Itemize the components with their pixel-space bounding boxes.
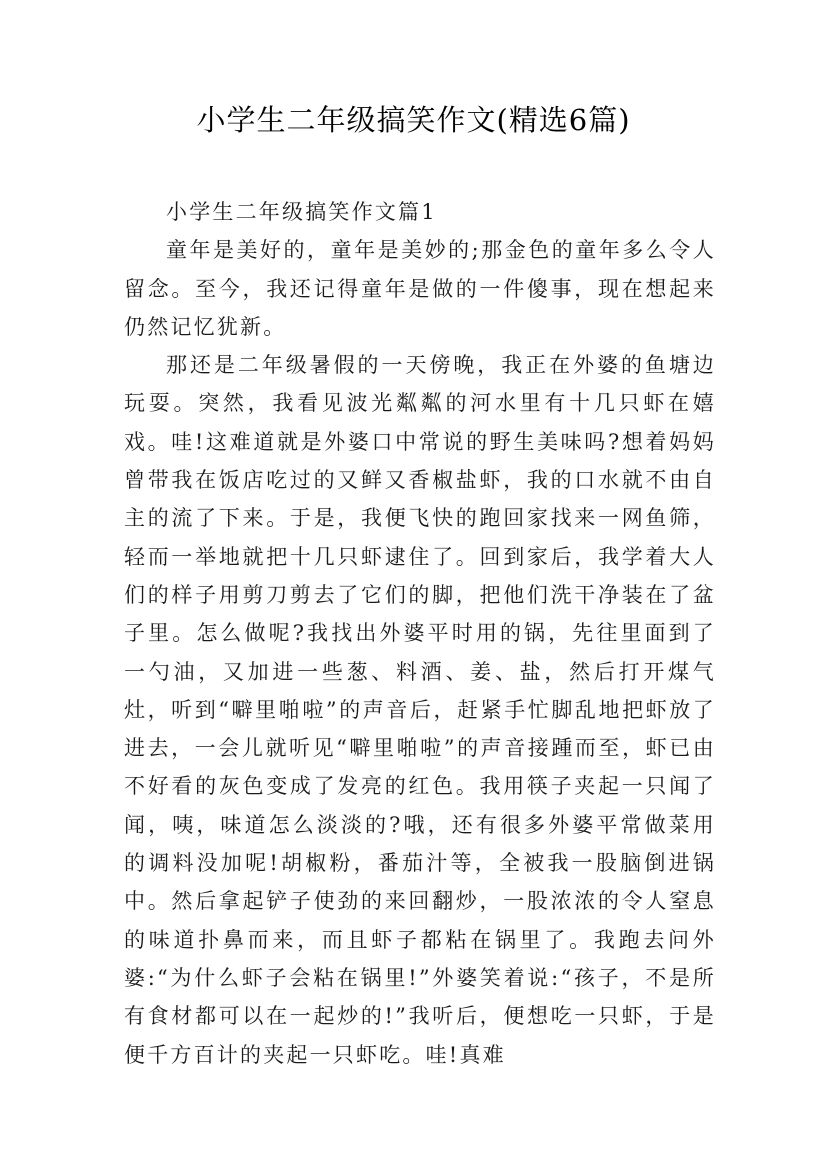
paragraph-1: 童年是美好的，童年是美妙的;那金色的童年多么令人留念。至今，我还记得童年是做的一件傻事，现在想起来仍然记忆犹新。 bbox=[124, 238, 716, 339]
document-body bbox=[124, 193, 716, 1074]
page-title: 小学生二年级搞笑作文(精选6篇) bbox=[196, 103, 631, 137]
paragraph-2: 那还是二年级暑假的一天傍晚，我正在外婆的鱼塘边玩耍。突然，我看见波光粼粼的河水里有十几只虾在嬉戏。哇!这难道就是外婆口中常说的野生美味吗?想着妈妈曾带我在饭店吃过的又鲜又香椒盐虾，我的口水就不由自主的流了下来。于是，我便飞快的跑回家找来一网鱼筛，轻而一举地就把十几只虾逮住了。回到家后，我学着大人们的样子用剪刀剪去了它们的脚，把他们洗干净装在了盆子里。怎么做呢?我找出外婆平时用的锅，先往里面到了一勺油，又加进一些葱、料酒、姜、盐，然后打开煤气灶，听到“噼里啪啦”的声音后，赶紧手忙脚乱地把虾放了进去，一会儿就听见“噼里啪啦”的声音接踵而至，虾已由不好看的灰色变成了发亮的红色。我用筷子夹起一只闻了闻，咦，味道怎么淡淡的?哦，还有很多外婆平常做菜用的调料没加呢!胡椒粉，番茄汁等，全被我一股脑倒进锅中。然后拿起铲子使劲的来回翻炒，一股浓浓的令人窒息的味道扑鼻而来，而且虾子都粘在锅里了。我跑去问外婆:“为什么虾子会粘在锅里!”外婆笑着说:“孩子，不是所有食材都可以在一起炒的!”我听后，便想吃一只虾，于是便千方百计的夹起一只虾吃。哇!真难 bbox=[124, 353, 716, 1067]
section-heading: 小学生二年级搞笑作文篇1 bbox=[166, 200, 437, 224]
